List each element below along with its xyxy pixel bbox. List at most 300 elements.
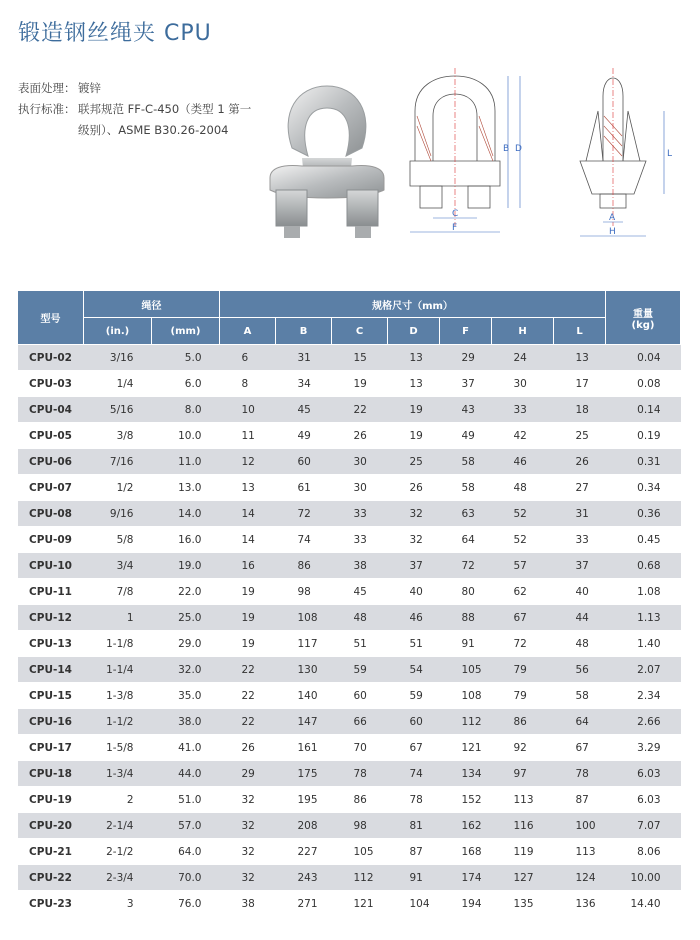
cell-rope-mm: 19.0 bbox=[152, 553, 220, 579]
cell-dim-a: 22 bbox=[220, 683, 276, 709]
cell-dim-c: 26 bbox=[332, 423, 388, 449]
cell-dim-a: 10 bbox=[220, 397, 276, 423]
cell-weight: 2.66 bbox=[606, 709, 681, 735]
cell-rope-in: 2 bbox=[84, 787, 152, 813]
cell-model: CPU-06 bbox=[18, 449, 84, 475]
cell-dim-c: 48 bbox=[332, 605, 388, 631]
cell-rope-in: 9/16 bbox=[84, 501, 152, 527]
surface-value: 镀锌 bbox=[78, 81, 101, 95]
cell-weight: 2.07 bbox=[606, 657, 681, 683]
table-row bbox=[18, 683, 681, 709]
page-title: 锻造钢丝绳夹 CPU bbox=[18, 21, 212, 46]
cell-dim-f: 168 bbox=[440, 839, 492, 865]
header-a: A bbox=[220, 318, 276, 345]
table-row bbox=[18, 449, 681, 475]
cell-dim-a: 32 bbox=[220, 787, 276, 813]
table-row bbox=[18, 423, 681, 449]
cell-dim-l: 64 bbox=[554, 709, 606, 735]
cell-weight: 0.04 bbox=[606, 345, 681, 371]
cell-rope-mm: 16.0 bbox=[152, 527, 220, 553]
cell-dim-a: 29 bbox=[220, 761, 276, 787]
cell-rope-in: 3/4 bbox=[84, 553, 152, 579]
side-view-drawing bbox=[568, 66, 678, 248]
cell-dim-l: 44 bbox=[554, 605, 606, 631]
cell-rope-in: 3 bbox=[84, 891, 152, 917]
cell-dim-c: 30 bbox=[332, 475, 388, 501]
cell-weight: 1.40 bbox=[606, 631, 681, 657]
cell-dim-l: 87 bbox=[554, 787, 606, 813]
cell-dim-a: 32 bbox=[220, 813, 276, 839]
cell-rope-in: 5/8 bbox=[84, 527, 152, 553]
cell-weight: 0.45 bbox=[606, 527, 681, 553]
cell-dim-a: 26 bbox=[220, 735, 276, 761]
cell-rope-mm: 38.0 bbox=[152, 709, 220, 735]
cell-rope-mm: 41.0 bbox=[152, 735, 220, 761]
cell-dim-d: 37 bbox=[388, 553, 440, 579]
cell-weight: 0.19 bbox=[606, 423, 681, 449]
cell-dim-f: 134 bbox=[440, 761, 492, 787]
cell-dim-f: 91 bbox=[440, 631, 492, 657]
header-row-2 bbox=[18, 318, 681, 345]
cell-rope-in: 1-1/4 bbox=[84, 657, 152, 683]
header-model: 型号 bbox=[18, 291, 84, 345]
cell-model: CPU-21 bbox=[18, 839, 84, 865]
cell-rope-in: 7/8 bbox=[84, 579, 152, 605]
cell-dim-d: 51 bbox=[388, 631, 440, 657]
cell-rope-in: 2-1/2 bbox=[84, 839, 152, 865]
header-size: 规格尺寸（mm） bbox=[220, 291, 606, 318]
cell-dim-b: 195 bbox=[276, 787, 332, 813]
cell-dim-h: 42 bbox=[492, 423, 554, 449]
cell-dim-h: 86 bbox=[492, 709, 554, 735]
cell-dim-c: 60 bbox=[332, 683, 388, 709]
cell-dim-c: 51 bbox=[332, 631, 388, 657]
cell-dim-d: 13 bbox=[388, 345, 440, 371]
header-row-1 bbox=[18, 291, 681, 318]
cell-dim-h: 79 bbox=[492, 683, 554, 709]
cell-model: CPU-16 bbox=[18, 709, 84, 735]
cell-dim-a: 11 bbox=[220, 423, 276, 449]
surface-label: 表面处理： bbox=[18, 81, 76, 95]
label-d: D bbox=[515, 144, 522, 154]
cell-rope-in: 1-1/8 bbox=[84, 631, 152, 657]
spec-table bbox=[17, 290, 681, 917]
cell-rope-mm: 29.0 bbox=[152, 631, 220, 657]
cell-dim-l: 124 bbox=[554, 865, 606, 891]
cell-dim-d: 54 bbox=[388, 657, 440, 683]
cell-model: CPU-15 bbox=[18, 683, 84, 709]
cell-dim-f: 58 bbox=[440, 475, 492, 501]
cell-rope-mm: 8.0 bbox=[152, 397, 220, 423]
cell-dim-b: 147 bbox=[276, 709, 332, 735]
cell-rope-mm: 44.0 bbox=[152, 761, 220, 787]
cell-weight: 0.08 bbox=[606, 371, 681, 397]
cell-dim-a: 32 bbox=[220, 865, 276, 891]
cell-dim-d: 19 bbox=[388, 397, 440, 423]
cell-rope-in: 1-5/8 bbox=[84, 735, 152, 761]
cell-dim-d: 19 bbox=[388, 423, 440, 449]
cell-model: CPU-08 bbox=[18, 501, 84, 527]
header-weight-label: 重量 bbox=[633, 308, 654, 320]
cell-model: CPU-05 bbox=[18, 423, 84, 449]
cell-dim-c: 86 bbox=[332, 787, 388, 813]
table-row bbox=[18, 605, 681, 631]
table-row bbox=[18, 709, 681, 735]
cell-dim-c: 22 bbox=[332, 397, 388, 423]
table-row bbox=[18, 813, 681, 839]
cell-dim-f: 63 bbox=[440, 501, 492, 527]
cell-dim-h: 30 bbox=[492, 371, 554, 397]
cell-dim-h: 48 bbox=[492, 475, 554, 501]
cell-model: CPU-09 bbox=[18, 527, 84, 553]
cell-dim-c: 105 bbox=[332, 839, 388, 865]
header-h: H bbox=[492, 318, 554, 345]
cell-dim-a: 38 bbox=[220, 891, 276, 917]
cell-dim-h: 113 bbox=[492, 787, 554, 813]
cell-weight: 0.31 bbox=[606, 449, 681, 475]
cell-dim-f: 80 bbox=[440, 579, 492, 605]
product-photo bbox=[262, 78, 392, 243]
cell-weight: 0.34 bbox=[606, 475, 681, 501]
cell-dim-f: 194 bbox=[440, 891, 492, 917]
cell-rope-mm: 35.0 bbox=[152, 683, 220, 709]
table-row bbox=[18, 865, 681, 891]
cell-dim-f: 37 bbox=[440, 371, 492, 397]
cell-model: CPU-23 bbox=[18, 891, 84, 917]
cell-dim-a: 19 bbox=[220, 605, 276, 631]
cell-dim-f: 108 bbox=[440, 683, 492, 709]
cell-rope-in: 1/4 bbox=[84, 371, 152, 397]
cell-weight: 14.40 bbox=[606, 891, 681, 917]
cell-dim-b: 72 bbox=[276, 501, 332, 527]
cell-dim-h: 116 bbox=[492, 813, 554, 839]
table-row bbox=[18, 579, 681, 605]
cell-dim-f: 29 bbox=[440, 345, 492, 371]
cell-dim-a: 8 bbox=[220, 371, 276, 397]
cell-dim-b: 130 bbox=[276, 657, 332, 683]
cell-dim-b: 161 bbox=[276, 735, 332, 761]
cell-dim-f: 152 bbox=[440, 787, 492, 813]
cell-dim-d: 78 bbox=[388, 787, 440, 813]
cell-dim-d: 60 bbox=[388, 709, 440, 735]
cell-dim-d: 46 bbox=[388, 605, 440, 631]
table-row bbox=[18, 735, 681, 761]
cell-dim-a: 22 bbox=[220, 657, 276, 683]
cell-rope-in: 1/2 bbox=[84, 475, 152, 501]
header-f: F bbox=[440, 318, 492, 345]
cell-dim-d: 32 bbox=[388, 501, 440, 527]
cell-dim-b: 86 bbox=[276, 553, 332, 579]
cell-dim-h: 57 bbox=[492, 553, 554, 579]
header-in: (in.) bbox=[84, 318, 152, 345]
table-row bbox=[18, 527, 681, 553]
header-l: L bbox=[554, 318, 606, 345]
cell-dim-c: 59 bbox=[332, 657, 388, 683]
cell-dim-d: 67 bbox=[388, 735, 440, 761]
cell-dim-b: 175 bbox=[276, 761, 332, 787]
cell-model: CPU-17 bbox=[18, 735, 84, 761]
cell-dim-h: 97 bbox=[492, 761, 554, 787]
cell-dim-l: 27 bbox=[554, 475, 606, 501]
cell-dim-l: 37 bbox=[554, 553, 606, 579]
cell-dim-l: 100 bbox=[554, 813, 606, 839]
cell-dim-h: 62 bbox=[492, 579, 554, 605]
cell-dim-c: 33 bbox=[332, 501, 388, 527]
standard-row bbox=[18, 99, 260, 141]
cell-rope-mm: 14.0 bbox=[152, 501, 220, 527]
header-weight-unit: (kg) bbox=[631, 319, 655, 331]
cell-weight: 1.08 bbox=[606, 579, 681, 605]
table-row bbox=[18, 345, 681, 371]
cell-rope-in: 5/16 bbox=[84, 397, 152, 423]
cell-dim-l: 67 bbox=[554, 735, 606, 761]
table-row bbox=[18, 397, 681, 423]
header-c: C bbox=[332, 318, 388, 345]
cell-dim-d: 25 bbox=[388, 449, 440, 475]
cell-rope-mm: 25.0 bbox=[152, 605, 220, 631]
cell-dim-d: 74 bbox=[388, 761, 440, 787]
cell-dim-b: 117 bbox=[276, 631, 332, 657]
cell-dim-d: 32 bbox=[388, 527, 440, 553]
cell-dim-l: 13 bbox=[554, 345, 606, 371]
cell-dim-l: 26 bbox=[554, 449, 606, 475]
table-row bbox=[18, 475, 681, 501]
cell-dim-d: 104 bbox=[388, 891, 440, 917]
cell-dim-f: 121 bbox=[440, 735, 492, 761]
cell-dim-h: 72 bbox=[492, 631, 554, 657]
cell-dim-c: 38 bbox=[332, 553, 388, 579]
cell-rope-in: 1-1/2 bbox=[84, 709, 152, 735]
spec-info bbox=[18, 78, 260, 141]
cell-dim-h: 52 bbox=[492, 527, 554, 553]
cell-rope-mm: 32.0 bbox=[152, 657, 220, 683]
cell-dim-d: 81 bbox=[388, 813, 440, 839]
header-weight bbox=[606, 291, 681, 345]
cell-dim-b: 108 bbox=[276, 605, 332, 631]
cell-dim-b: 31 bbox=[276, 345, 332, 371]
header-rope: 绳径 bbox=[84, 291, 220, 318]
cell-dim-a: 6 bbox=[220, 345, 276, 371]
cell-dim-c: 112 bbox=[332, 865, 388, 891]
cell-rope-in: 1 bbox=[84, 605, 152, 631]
cell-dim-c: 15 bbox=[332, 345, 388, 371]
cell-dim-f: 174 bbox=[440, 865, 492, 891]
cell-model: CPU-18 bbox=[18, 761, 84, 787]
cell-model: CPU-07 bbox=[18, 475, 84, 501]
standard-label: 执行标准： bbox=[18, 102, 76, 116]
cell-weight: 2.34 bbox=[606, 683, 681, 709]
cell-dim-c: 78 bbox=[332, 761, 388, 787]
cell-dim-h: 24 bbox=[492, 345, 554, 371]
cell-dim-c: 30 bbox=[332, 449, 388, 475]
surface-row bbox=[18, 78, 260, 99]
cell-dim-c: 98 bbox=[332, 813, 388, 839]
cell-dim-a: 12 bbox=[220, 449, 276, 475]
front-view-drawing bbox=[400, 66, 536, 248]
cell-weight: 3.29 bbox=[606, 735, 681, 761]
cell-model: CPU-20 bbox=[18, 813, 84, 839]
cell-rope-mm: 70.0 bbox=[152, 865, 220, 891]
cell-dim-f: 72 bbox=[440, 553, 492, 579]
cell-dim-f: 58 bbox=[440, 449, 492, 475]
table-row bbox=[18, 371, 681, 397]
cell-dim-h: 67 bbox=[492, 605, 554, 631]
cell-dim-l: 18 bbox=[554, 397, 606, 423]
cell-dim-l: 78 bbox=[554, 761, 606, 787]
cell-rope-in: 2-3/4 bbox=[84, 865, 152, 891]
cell-dim-l: 40 bbox=[554, 579, 606, 605]
cell-dim-h: 127 bbox=[492, 865, 554, 891]
table-row bbox=[18, 839, 681, 865]
cell-dim-f: 49 bbox=[440, 423, 492, 449]
cell-rope-mm: 5.0 bbox=[152, 345, 220, 371]
cell-weight: 6.03 bbox=[606, 761, 681, 787]
cell-dim-l: 25 bbox=[554, 423, 606, 449]
cell-rope-mm: 64.0 bbox=[152, 839, 220, 865]
header-b: B bbox=[276, 318, 332, 345]
cell-dim-l: 113 bbox=[554, 839, 606, 865]
cell-dim-a: 19 bbox=[220, 579, 276, 605]
cell-rope-mm: 11.0 bbox=[152, 449, 220, 475]
cell-dim-c: 33 bbox=[332, 527, 388, 553]
cell-dim-b: 227 bbox=[276, 839, 332, 865]
cell-dim-a: 32 bbox=[220, 839, 276, 865]
table-row bbox=[18, 787, 681, 813]
table-row bbox=[18, 891, 681, 917]
table-body bbox=[18, 345, 681, 917]
header-mm: (mm) bbox=[152, 318, 220, 345]
cell-dim-c: 121 bbox=[332, 891, 388, 917]
cell-dim-d: 91 bbox=[388, 865, 440, 891]
table-row bbox=[18, 761, 681, 787]
cell-dim-d: 26 bbox=[388, 475, 440, 501]
cell-rope-mm: 6.0 bbox=[152, 371, 220, 397]
cell-dim-d: 13 bbox=[388, 371, 440, 397]
cell-dim-l: 31 bbox=[554, 501, 606, 527]
cell-dim-l: 56 bbox=[554, 657, 606, 683]
cell-rope-in: 2-1/4 bbox=[84, 813, 152, 839]
cell-dim-b: 208 bbox=[276, 813, 332, 839]
cell-rope-in: 7/16 bbox=[84, 449, 152, 475]
cell-dim-b: 74 bbox=[276, 527, 332, 553]
cell-model: CPU-04 bbox=[18, 397, 84, 423]
cell-dim-a: 14 bbox=[220, 501, 276, 527]
cell-dim-l: 17 bbox=[554, 371, 606, 397]
table-row bbox=[18, 553, 681, 579]
cell-weight: 0.14 bbox=[606, 397, 681, 423]
cell-dim-b: 45 bbox=[276, 397, 332, 423]
header-d: D bbox=[388, 318, 440, 345]
cell-rope-mm: 57.0 bbox=[152, 813, 220, 839]
cell-dim-f: 43 bbox=[440, 397, 492, 423]
cell-dim-l: 136 bbox=[554, 891, 606, 917]
cell-dim-f: 112 bbox=[440, 709, 492, 735]
cell-model: CPU-13 bbox=[18, 631, 84, 657]
cell-weight: 6.03 bbox=[606, 787, 681, 813]
cell-rope-mm: 51.0 bbox=[152, 787, 220, 813]
cell-dim-a: 19 bbox=[220, 631, 276, 657]
cell-rope-in: 1-3/4 bbox=[84, 761, 152, 787]
label-b: B bbox=[503, 144, 510, 154]
cell-dim-c: 70 bbox=[332, 735, 388, 761]
cell-dim-b: 34 bbox=[276, 371, 332, 397]
cell-dim-b: 98 bbox=[276, 579, 332, 605]
cell-dim-f: 162 bbox=[440, 813, 492, 839]
cell-dim-c: 19 bbox=[332, 371, 388, 397]
cell-dim-f: 88 bbox=[440, 605, 492, 631]
cell-dim-h: 46 bbox=[492, 449, 554, 475]
cell-model: CPU-02 bbox=[18, 345, 84, 371]
cell-dim-a: 14 bbox=[220, 527, 276, 553]
cell-dim-d: 87 bbox=[388, 839, 440, 865]
label-l: L bbox=[667, 149, 673, 159]
cell-weight: 7.07 bbox=[606, 813, 681, 839]
cell-dim-h: 92 bbox=[492, 735, 554, 761]
cell-dim-a: 13 bbox=[220, 475, 276, 501]
cell-weight: 1.13 bbox=[606, 605, 681, 631]
cell-dim-b: 60 bbox=[276, 449, 332, 475]
label-f: F bbox=[452, 223, 458, 233]
cell-dim-l: 58 bbox=[554, 683, 606, 709]
cell-model: CPU-22 bbox=[18, 865, 84, 891]
cell-dim-a: 16 bbox=[220, 553, 276, 579]
cell-model: CPU-14 bbox=[18, 657, 84, 683]
label-a: A bbox=[609, 213, 616, 223]
table-row bbox=[18, 631, 681, 657]
cell-model: CPU-03 bbox=[18, 371, 84, 397]
cell-rope-mm: 13.0 bbox=[152, 475, 220, 501]
cell-dim-l: 33 bbox=[554, 527, 606, 553]
cell-dim-h: 135 bbox=[492, 891, 554, 917]
cell-dim-f: 105 bbox=[440, 657, 492, 683]
label-h: H bbox=[609, 227, 616, 237]
cell-rope-in: 3/16 bbox=[84, 345, 152, 371]
cell-dim-b: 49 bbox=[276, 423, 332, 449]
cell-dim-b: 243 bbox=[276, 865, 332, 891]
cell-model: CPU-11 bbox=[18, 579, 84, 605]
label-c: C bbox=[452, 209, 459, 219]
cell-dim-d: 40 bbox=[388, 579, 440, 605]
cell-dim-b: 271 bbox=[276, 891, 332, 917]
cell-rope-in: 3/8 bbox=[84, 423, 152, 449]
cell-model: CPU-12 bbox=[18, 605, 84, 631]
standard-value: 联邦规范 FF-C-450（类型 1 第一级别）、ASME B30.26-2004 bbox=[78, 102, 252, 137]
cell-dim-h: 119 bbox=[492, 839, 554, 865]
cell-weight: 0.68 bbox=[606, 553, 681, 579]
cell-rope-mm: 10.0 bbox=[152, 423, 220, 449]
cell-dim-b: 140 bbox=[276, 683, 332, 709]
cell-dim-f: 64 bbox=[440, 527, 492, 553]
cell-dim-c: 66 bbox=[332, 709, 388, 735]
cell-weight: 0.36 bbox=[606, 501, 681, 527]
cell-dim-d: 59 bbox=[388, 683, 440, 709]
cell-model: CPU-19 bbox=[18, 787, 84, 813]
cell-weight: 10.00 bbox=[606, 865, 681, 891]
cell-dim-l: 48 bbox=[554, 631, 606, 657]
cell-rope-in: 1-3/8 bbox=[84, 683, 152, 709]
table-row bbox=[18, 501, 681, 527]
table-row bbox=[18, 657, 681, 683]
cell-rope-mm: 22.0 bbox=[152, 579, 220, 605]
cell-dim-b: 61 bbox=[276, 475, 332, 501]
cell-dim-h: 79 bbox=[492, 657, 554, 683]
cell-dim-c: 45 bbox=[332, 579, 388, 605]
cell-dim-h: 52 bbox=[492, 501, 554, 527]
cell-dim-a: 22 bbox=[220, 709, 276, 735]
cell-weight: 8.06 bbox=[606, 839, 681, 865]
cell-rope-mm: 76.0 bbox=[152, 891, 220, 917]
cell-model: CPU-10 bbox=[18, 553, 84, 579]
